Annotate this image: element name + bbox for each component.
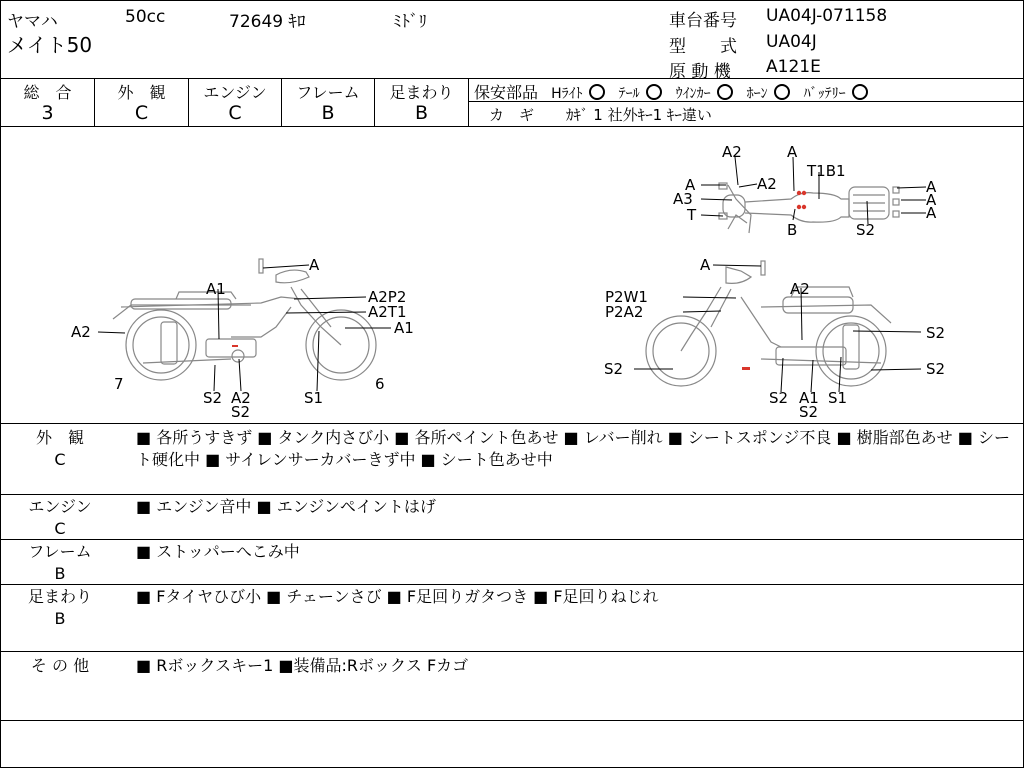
section-label-exterior: 外 観 C bbox=[35, 428, 84, 469]
diagram-label: A3 bbox=[673, 190, 693, 208]
maker: ヤマハ bbox=[7, 12, 58, 32]
diagram-label: A1 bbox=[206, 280, 226, 298]
grade-value-exterior: C bbox=[134, 102, 149, 124]
safety-parts-row bbox=[474, 80, 868, 103]
grade-label-engine: エンジン bbox=[203, 83, 267, 102]
diagram-label: P2W1 bbox=[605, 288, 648, 306]
diagram-label: S2 bbox=[926, 360, 946, 378]
frame-no: UA04J-071158 bbox=[766, 6, 888, 26]
grade-label-suspension: 足まわり bbox=[389, 83, 454, 102]
section-text-suspension: ■ Fタイヤひび小 ■ チェーンさび ■ F足回りガタつき ■ F足回りねじれ bbox=[136, 587, 659, 606]
diagram-label: A bbox=[309, 256, 320, 274]
ok-circle-icon bbox=[774, 84, 790, 100]
section-text-other: ■ Rボックスキー1 ■装備品:Rボックス Fカゴ bbox=[136, 656, 469, 675]
diagram-label: A1 bbox=[799, 389, 819, 407]
right-side-scooter-drawing bbox=[646, 261, 891, 386]
grade-value-engine: C bbox=[228, 102, 242, 124]
engine-label: 原 動 機 bbox=[669, 62, 731, 82]
grade-value-total: 3 bbox=[41, 102, 54, 124]
diagram-label: A2 bbox=[757, 175, 777, 193]
key-label: カ ギ bbox=[489, 106, 535, 124]
ok-circle-icon bbox=[852, 84, 868, 100]
grade-label-exterior: 外 観 bbox=[117, 83, 166, 102]
engine-value: A121E bbox=[766, 57, 821, 77]
diagram-label: B bbox=[787, 221, 798, 239]
diagram-label: A2T1 bbox=[368, 303, 407, 321]
diagram-label: 7 bbox=[114, 375, 124, 393]
diagram-label: A bbox=[926, 204, 937, 222]
ok-circle-icon bbox=[646, 84, 662, 100]
safety-label: 保安部品 bbox=[474, 83, 539, 102]
diagram-label: A bbox=[700, 256, 711, 274]
diagram-label: S1 bbox=[828, 389, 848, 407]
section-label-engine: エンジン C bbox=[28, 497, 92, 538]
section-label-other: そ の 他 bbox=[30, 656, 90, 675]
left-side-scooter-drawing bbox=[113, 259, 376, 380]
diagram-label: T bbox=[687, 206, 697, 224]
diagram-label: S2 bbox=[604, 360, 624, 378]
model-name: メイト50 bbox=[7, 33, 93, 57]
grade-label-total: 総 合 bbox=[23, 83, 72, 102]
diagram-label: S1 bbox=[304, 389, 324, 407]
diagram-label: S2 bbox=[231, 403, 251, 421]
color: ﾐﾄﾞﾘ bbox=[393, 12, 427, 32]
diagram-label: A bbox=[926, 178, 937, 196]
diagram-label: 6 bbox=[375, 375, 385, 393]
grade-value-frame: B bbox=[321, 102, 335, 124]
diagram-label: A1 bbox=[394, 319, 414, 337]
diagram-label: A2 bbox=[722, 143, 742, 161]
safety-item-battery: ﾊﾞｯﾃﾘｰ bbox=[803, 86, 846, 102]
safety-item-tail: ﾃｰﾙ bbox=[618, 86, 640, 102]
diagram-label: A2 bbox=[71, 323, 91, 341]
key-text: ｶｷﾞ 1 社外ｷｰ1 ｷｰ違い bbox=[566, 106, 712, 124]
grade-label-frame: フレーム bbox=[296, 83, 360, 102]
grade-value-suspension: B bbox=[414, 102, 429, 124]
frame-no-label: 車台番号 bbox=[669, 11, 737, 31]
diagram-label: S2 bbox=[203, 389, 223, 407]
damage-diagram bbox=[1, 127, 1023, 423]
diagram-label: S2 bbox=[926, 324, 946, 342]
diagram-label: S2 bbox=[799, 403, 819, 421]
diagram-label: A bbox=[926, 191, 937, 209]
diagram-label: P2A2 bbox=[605, 303, 644, 321]
section-label-frame: フレーム B bbox=[28, 542, 92, 583]
section-label-suspension: 足まわり B bbox=[27, 587, 92, 628]
safety-item-winker: ｳｲﾝｶｰ bbox=[675, 86, 711, 102]
mileage: 72649 ｷﾛ bbox=[229, 12, 306, 32]
diagram-label: S2 bbox=[769, 389, 789, 407]
ok-circle-icon bbox=[717, 84, 733, 100]
ok-circle-icon bbox=[589, 84, 605, 100]
diagram-label: A2P2 bbox=[368, 288, 407, 306]
section-text-exterior: ■ 各所うすきず ■ タンク内さび小 ■ 各所ペイント色あせ ■ レバー削れ ■ シートスポンジ不良 ■ 樹脂部色あせ ■ シート硬化中 ■ サイレンサーカバーきず中 ■ シート色あせ中 bbox=[136, 428, 1010, 469]
safety-item-headlight: Hﾗｲﾄ bbox=[551, 86, 583, 102]
diagram-label: A2 bbox=[231, 389, 251, 407]
type-value: UA04J bbox=[766, 32, 817, 52]
diagram-label: S2 bbox=[856, 221, 876, 239]
section-text-engine: ■ エンジン音中 ■ エンジンペイントはげ bbox=[136, 497, 436, 516]
safety-item-horn: ﾎｰﾝ bbox=[746, 86, 768, 102]
diagram-label: T1B1 bbox=[807, 162, 846, 180]
diagram-label: A bbox=[685, 176, 696, 194]
diagram-label: A2 bbox=[790, 280, 810, 298]
diagram-label: A bbox=[787, 143, 798, 161]
section-text-frame: ■ ストッパーへこみ中 bbox=[136, 542, 300, 561]
type-label: 型 式 bbox=[669, 37, 737, 57]
displacement: 50cc bbox=[125, 7, 166, 27]
